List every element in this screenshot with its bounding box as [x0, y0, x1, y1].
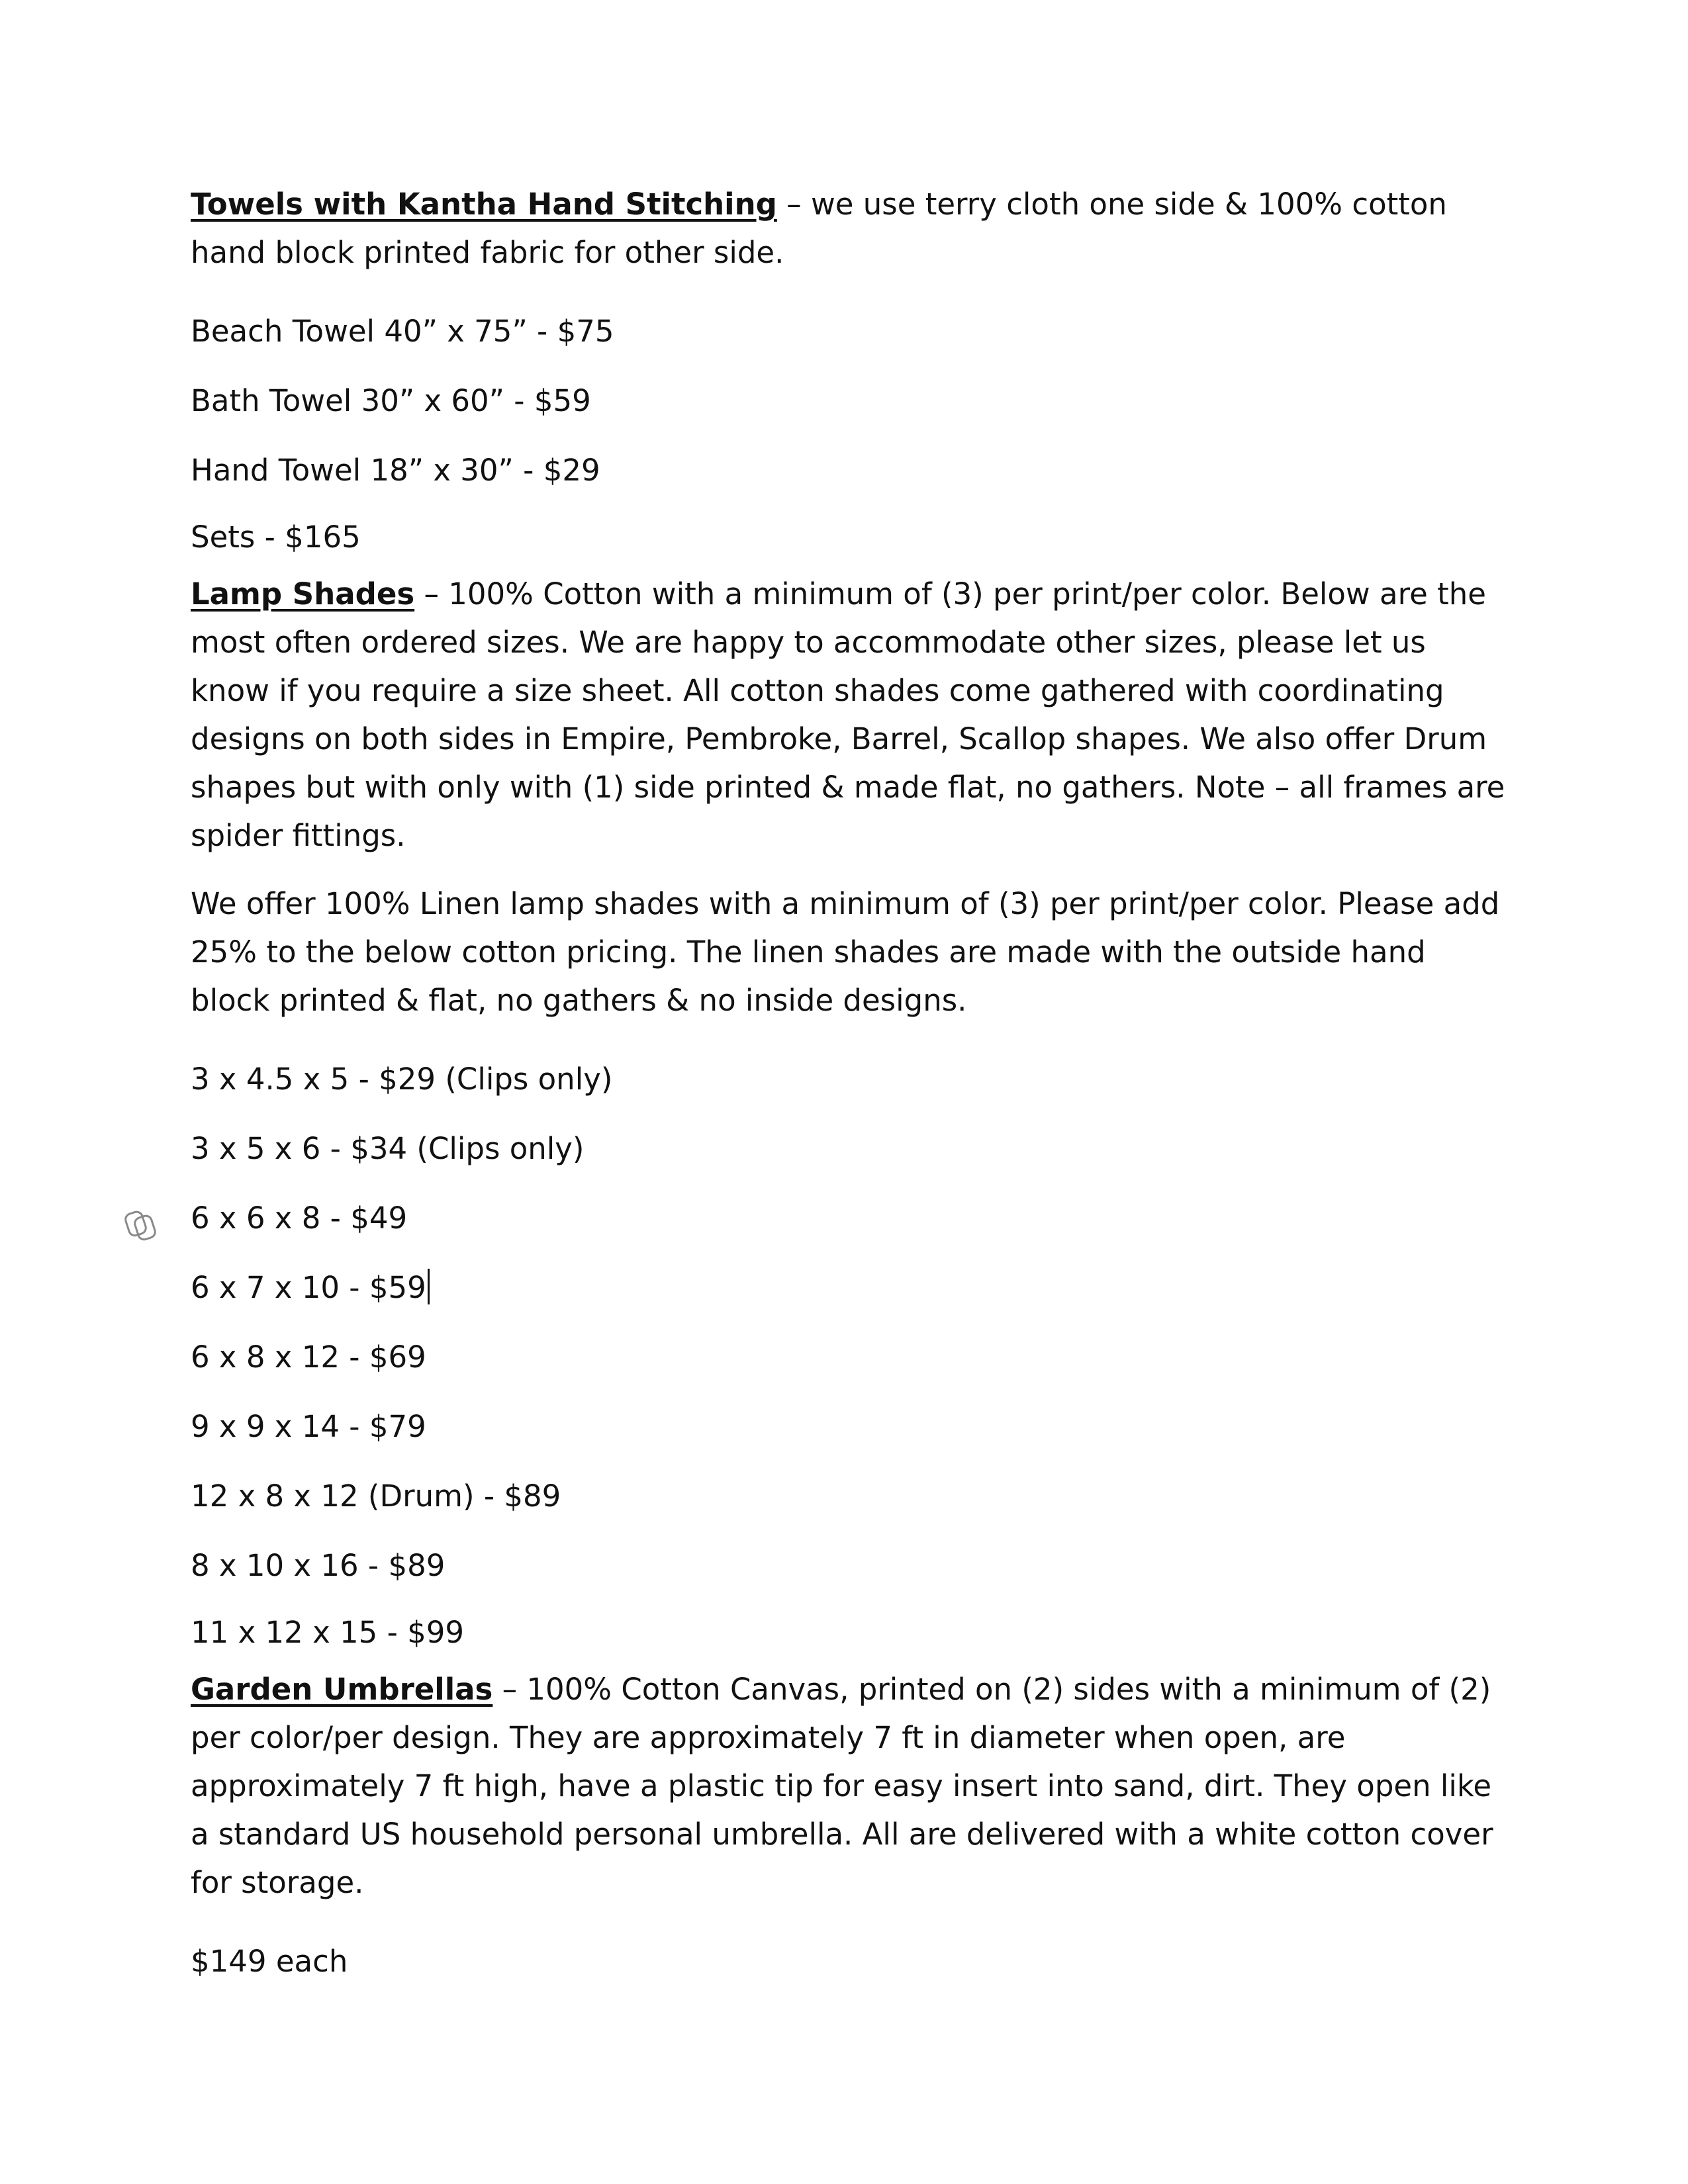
lamp-size-item: 8 x 10 x 16 - $89: [191, 1548, 445, 1583]
umbrellas-paragraph: [191, 1665, 1508, 1907]
towel-item: Bath Towel 30” x 60” - $59: [191, 383, 591, 418]
lamp-size-item: 9 x 9 x 14 - $79: [191, 1409, 426, 1444]
copilot-icon[interactable]: [123, 1208, 158, 1243]
umbrella-price: $149 each: [191, 1944, 348, 1979]
towel-item: Sets - $165: [191, 520, 361, 555]
document-body[interactable]: [191, 180, 1508, 1996]
lamp-shades-paragraph: [191, 570, 1508, 860]
lamp-size-item: 6 x 6 x 8 - $49: [191, 1201, 408, 1236]
towel-item: Hand Towel 18” x 30” - $29: [191, 453, 600, 488]
lamp-shades-description: – 100% Cotton with a minimum of (3) per print/per color. Below are the most often ordered sizes. We are happy to accommodate other sizes, please let us know if you require a size sheet. All cotton shades come gathered with coordinating designs on both sides in Empire, Pembroke, Barrel, Scallop shapes. We also offer Drum shapes but with only with (1) side printed & made flat, no gathers. Note – all frames are spider fittings.: [191, 576, 1505, 853]
towels-description: – we use terry cloth one side & 100% cotton hand block printed fabric for other side.: [191, 187, 1447, 270]
text-cursor: [428, 1269, 430, 1304]
lamp-size-item: 3 x 4.5 x 5 - $29 (Clips only): [191, 1062, 613, 1097]
lamp-size-item-active: [191, 1253, 1508, 1322]
linen-note-paragraph: We offer 100% Linen lamp shades with a minimum of (3) per print/per color. Please add 25% to the below cotton pricing. The linen shades are made with the outside hand block printed & flat, no gathers & no inside designs.: [191, 886, 1500, 1018]
lamp-size-item: 3 x 5 x 6 - $34 (Clips only): [191, 1131, 585, 1166]
lamp-size-item: 11 x 12 x 15 - $99: [191, 1615, 464, 1650]
lamp-size-item: 12 x 8 x 12 (Drum) - $89: [191, 1479, 561, 1514]
umbrellas-heading: Garden Umbrellas: [191, 1672, 493, 1707]
lamp-size-text: 6 x 7 x 10 - $59: [191, 1270, 426, 1305]
towels-paragraph: [191, 180, 1508, 277]
lamp-shades-heading: Lamp Shades: [191, 576, 415, 612]
umbrellas-description: – 100% Cotton Canvas, printed on (2) sides with a minimum of (2) per color/per design. They are approximately 7 ft in diameter when open, are approximately 7 ft high, have a plastic tip for easy insert into sand, dirt. They open like a standard US household personal umbrella. All are delivered with a white cotton cover for storage.: [191, 1672, 1493, 1900]
lamp-size-item: 6 x 8 x 12 - $69: [191, 1340, 426, 1375]
towels-heading: Towels with Kantha Hand Stitching: [191, 187, 777, 222]
towel-item: Beach Towel 40” x 75” - $75: [191, 314, 614, 349]
